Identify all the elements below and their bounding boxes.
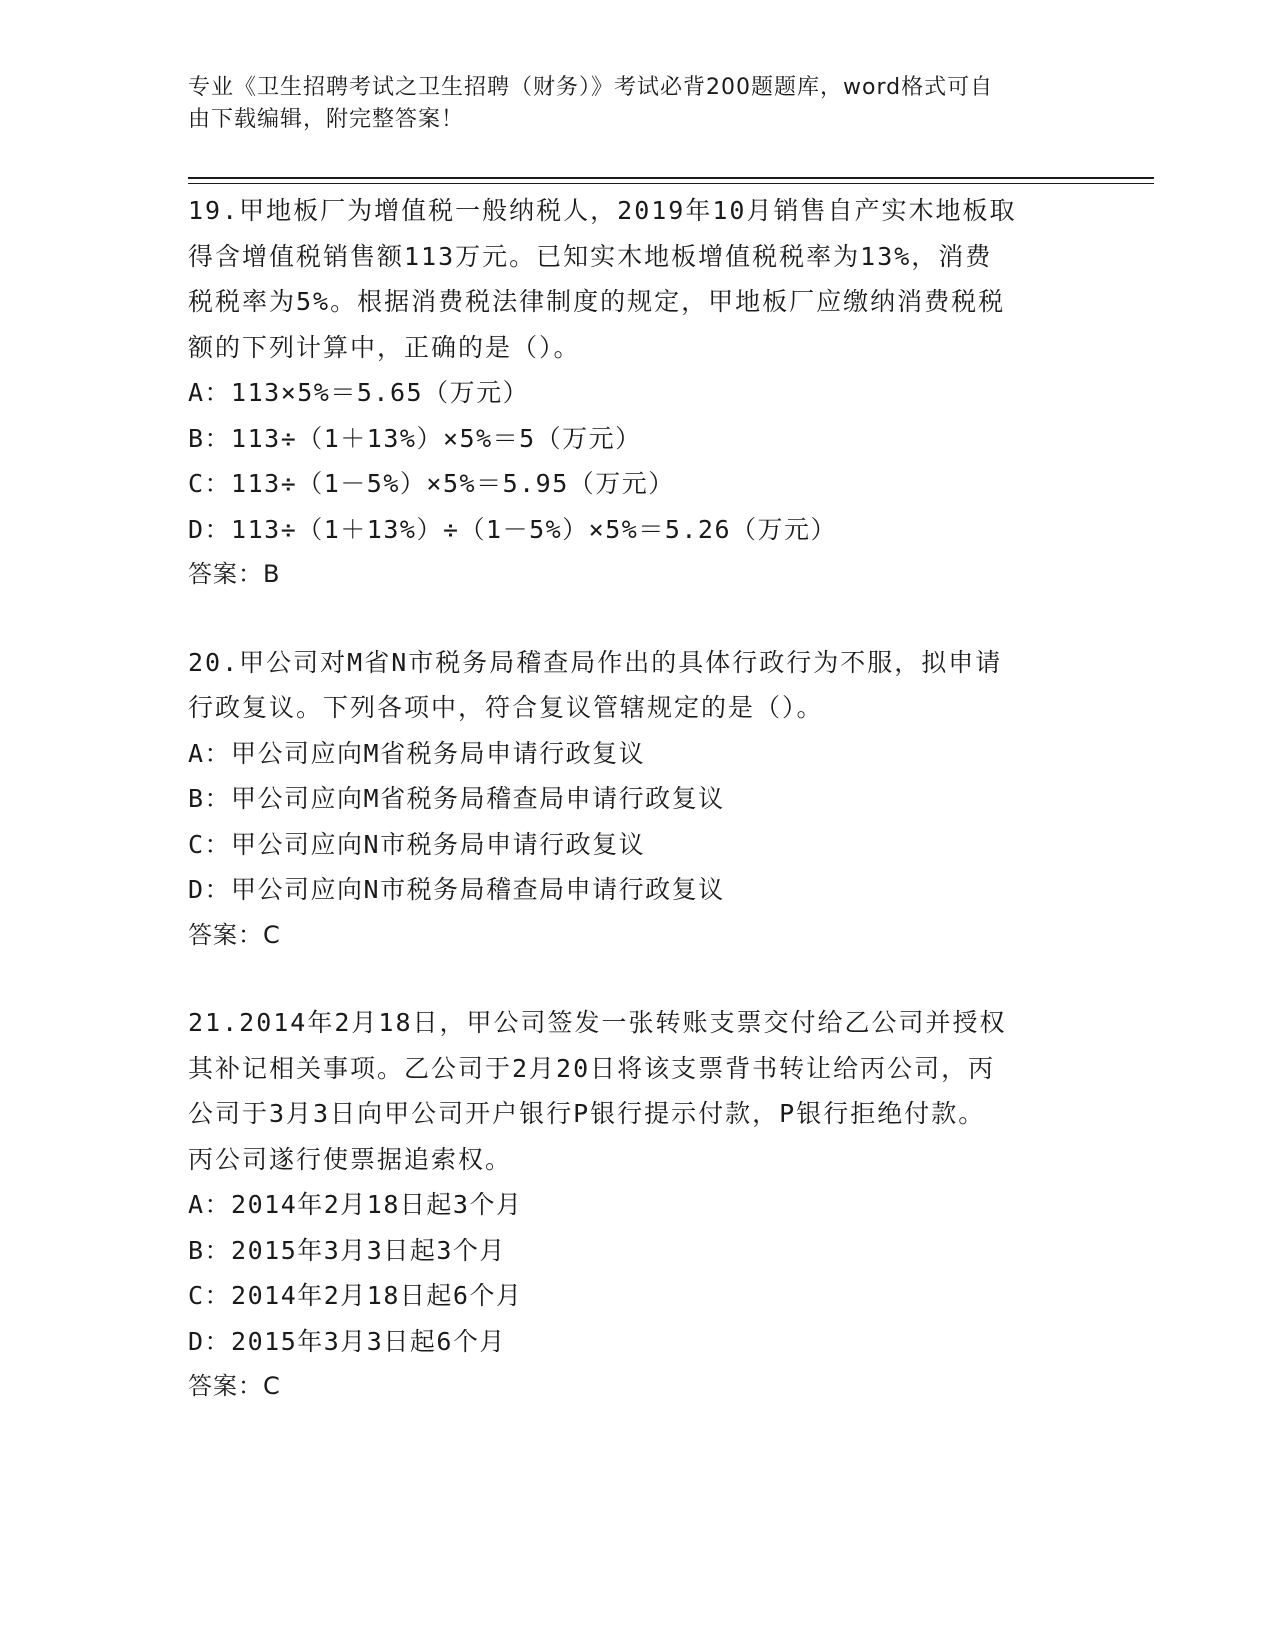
question-21	[188, 1000, 1088, 1410]
header-divider-thick	[188, 177, 1154, 179]
question-stem-line: 21.2014年2月18日，甲公司签发一张转账支票交付给乙公司并授权	[188, 1008, 1007, 1037]
option-b: B：甲公司应向M省税务局稽查局申请行政复议	[188, 784, 725, 813]
option-c: C：2014年2月18日起6个月	[188, 1281, 523, 1310]
answer-label: 答案：C	[188, 920, 281, 949]
question-stem-line: 行政复议。下列各项中，符合复议管辖规定的是（）。	[188, 693, 824, 722]
question-stem-line: 得含增值税销售额113万元。已知实木地板增值税税率为13%，消费	[188, 241, 993, 271]
question-stem-line: 公司于3月3日向甲公司开户银行P银行提示付款，P银行拒绝付款。	[188, 1099, 986, 1128]
option-d: D：2015年3月3日起6个月	[188, 1326, 506, 1356]
question-stem-line: 20.甲公司对M省N市税务局稽查局作出的具体行政行为不服，拟申请	[188, 647, 1003, 677]
question-20	[188, 640, 1088, 959]
question-stem-line: 税税率为5%。根据消费税法律制度的规定，甲地板厂应缴纳消费税税	[188, 287, 1006, 316]
header-line-1: 专业《卫生招聘考试之卫生招聘（财务）》考试必背200题题库，word格式可自	[188, 75, 994, 100]
question-stem-line: 其补记相关事项。乙公司于2月20日将该支票背书转让给丙公司，丙	[188, 1053, 996, 1083]
option-c: C：甲公司应向N市税务局申请行政复议	[188, 829, 646, 859]
question-stem-line: 19.甲地板厂为增值税一般纳税人，2019年10月销售自产实木地板取	[188, 196, 1017, 225]
option-a: A：甲公司应向M省税务局申请行政复议	[188, 738, 646, 768]
document-header	[188, 72, 1088, 136]
option-d: D：113÷（1＋13%）÷（1－5%）×5%＝5.26（万元）	[188, 514, 838, 544]
option-b: B：113÷（1＋13%）×5%＝5（万元）	[188, 423, 642, 453]
option-a: A：113×5%＝5.65（万元）	[188, 378, 530, 407]
question-list	[188, 188, 1088, 1452]
header-line-2: 由下载编辑，附完整答案！	[188, 107, 465, 132]
question-stem-line: 丙公司遂行使票据追索权。	[188, 1144, 513, 1174]
answer-label: 答案：C	[188, 1372, 281, 1400]
option-d: D：甲公司应向N市税务局稽查局申请行政复议	[188, 875, 725, 904]
header-divider-thin	[188, 183, 1154, 184]
option-a: A：2014年2月18日起3个月	[188, 1190, 523, 1219]
option-c: C：113÷（1－5%）×5%＝5.95（万元）	[188, 469, 675, 498]
option-b: B：2015年3月3日起3个月	[188, 1235, 506, 1265]
question-stem-line: 额的下列计算中，正确的是（）。	[188, 332, 581, 362]
question-19	[188, 188, 1088, 598]
answer-label: 答案：B	[188, 560, 281, 588]
